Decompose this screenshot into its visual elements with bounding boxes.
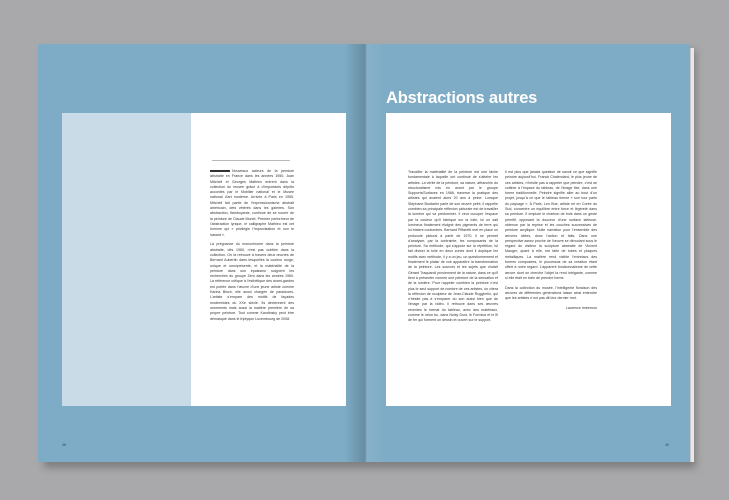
page-title: Abstractions autres [386, 89, 538, 107]
paragraph-bar-marker [210, 170, 230, 173]
right-col2-paragraph-2: Dans la collection du musée, l’intelligente floraison des œuvres de différentes générations laisse ainsi entendre que les artistes n’ont pas dit leur dernier mot. [505, 285, 597, 301]
right-text-column-2 [505, 170, 597, 311]
left-paragraph-1: Nouveaux acteurs de la peinture abstraite en France dans les années 1950, Joan Mitchell et Georges Mathieu entrent dans la collection du musée grâce à d’importants dépôts accordés par le Mobilier national et le Musée national d’art moderne. Arrivée à Paris en 1955, Mitchell fait partie de l’expressionnisme abstrait américain, dets vétérés dans les galeries. Son abstraction, flamboyante, continue de se nourrir de la peinture de Claude Monet. Premier performeur de l’abstraction lyrique, le calligraphe Mathieu est cet homme qui « privilégie l’improvisation et non le hasard ». [210, 169, 294, 237]
left-page [38, 44, 365, 462]
right-text-panel [386, 113, 671, 406]
left-text-column [210, 169, 294, 326]
right-page [365, 44, 690, 462]
light-blue-color-block [62, 113, 191, 406]
right-col1-paragraph: Travailler la matérialité de la peinture est une tâche fondamentale à laquelle ont continué de s’atteler les artistes. La vérité de la peinture, sa nature, affranchie du structuralisme mis en avant par le groupe Supports/Surfaces en 1966, traverse la pratique des artistes qui avaient alors 20 ans à peine. Lorsque Stéphane Bordarier parle de son œuvre peint, il rappelle combien sa principale réflexion picturale est de travailler la lumière qui va prédominer. Il veut occuper l’espace par la couleur qu’il fabrique sur la toile, lui un sait lumineux finalement éloigné des pigments de terre qui lui étaient coutumiers. Bernard Piffaretti met en place un protocole pictural à partir de 1970. Il se permet d’analyser, par la contrainte, les composants de la peinture. Sa méthode, qui s’appuie sur la répétition, lui fait diviser la toile en deux zones dont il duplique les motifs avec méthode, il y a un jeu, un questionnement et finalement le plaisir de voir apparaître la transformation de la peinture. Les sources et les sujets que choisit Gérard Traquandi proviennent de la nature, dans ce qu’il tient à présenter comme une peinture de la sensation et de la lumière. Pour rappeler combien la peinture n’est plus le seul support de nombre de ces artistes, on citera la réflexion de sculpteur de Jean-Claude Ruggirello, qui n’hésite pas à s’emparer du son aussi bien que de l’image par la vidéo. Il retrouve dans ses œuvres récentes le format du tableau, avec des matériaux, comme le néon bu, dans Noisy Dust, le Formica et le fil de fer qui forment un dessin et ouvert sur le support. [408, 170, 498, 323]
right-page-number: 49 [665, 443, 669, 447]
right-text-column-1 [408, 170, 498, 328]
right-col2-paragraph-1: Il est plus que jamais question de savoir ce que signifie peindre aujourd’hui. Franck Chalendard, le plus jeune de ces artistes, n’hésite pas à rappeler que peindre, c’est se coltiner à l’espace du tableau, de l’image fixe, dans une forme traditionnelle. Peindre signifie aller au bout d’un projet, jusqu’à ce que le tableau tienne « son tour parle du paysage ». À Paris, Leo Bue, artiste né en Corée du Sud, concentre un équilibre entre force et légèreté dans sa peinture. Il emploie le charbon de bois dans un geste primitif, opposant la douceur d’une surface laiteuse, obtenue par la reprise et les couches successives de peinture acrylique. Nulle narration pour l’ensemble des œuvres citées, donc l’action et faits. Dans une perspective assez proche de l’œuvre se déroulant sous le regard du visiteur la sculpture abstraite de Vincent Mauger, quant à elle, est faite de tubes et plaques métalliques. La matière rend visible l’entrelacs des formes composées, le processus de sa création étant offert à notre regard. L’apparent fonctionnalisme de cette œuvre dont on cherche l’objet la rend intrigante, comme si elle était en train de prendre forme. [505, 170, 597, 280]
page-edge [690, 48, 694, 462]
left-paragraph-2: La prégnance du monochrome dans la peinture abstraite, dès 1960, n’est pas oubliée dans la collection. On la retrouve à travers deux œuvres de Bernard Aubertin dans lesquelles la couleur rouge, unique et omniprésente, et la matérialité de la peinture dans son épaisseur soignent les recherches du groupe Zéro dans les années 1960. La référence critique à l’esthétique des avant-gardes est portée dans l’œuvre d’une jeune artiste comme Karina Bisch, elle aussi chargée de paradoxes. L’artiste s’empare des motifs de façades modernistes du XXe siècle. Ils deviennent des ornements mais aussi la matière première de sa propre peinture. Tout comme Kandinsky peut être démasqué dans le triptyque Luxembourg de 2008. [210, 242, 294, 321]
author-signature: Laurence Imbernon [565, 306, 597, 311]
top-rule [212, 160, 290, 161]
left-page-number: 48 [62, 443, 66, 447]
left-text-panel [62, 113, 346, 406]
